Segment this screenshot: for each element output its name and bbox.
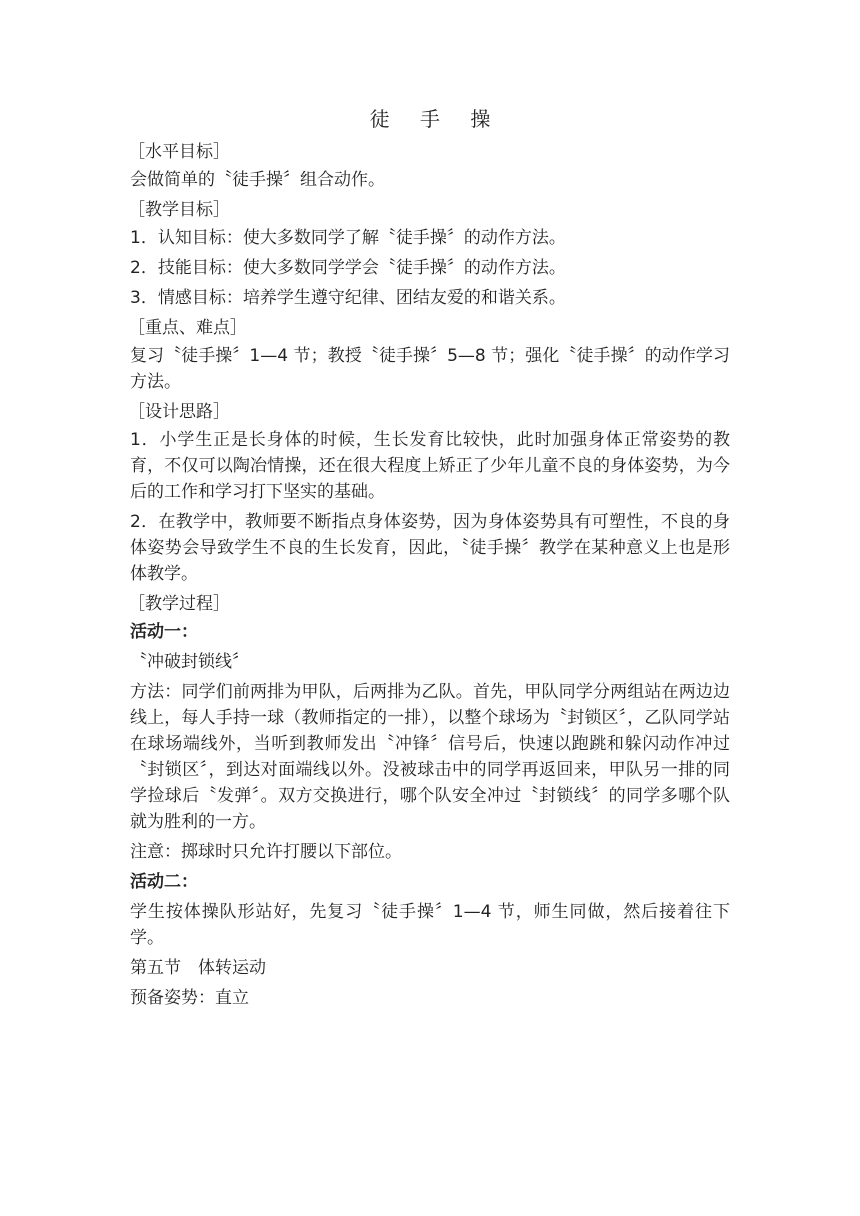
level-goal-heading: ［水平目标］ bbox=[128, 142, 230, 162]
teaching-goal-item-1: 1．认知目标：使大多数同学了解〝徒手操〞的动作方法。 bbox=[130, 228, 566, 248]
document-body bbox=[130, 139, 730, 1015]
design-heading: ［设计思路］ bbox=[128, 402, 230, 422]
activity-2-text: 学生按体操队形站好，先复习〝徒手操〞1—4 节，师生同做，然后接着往下学。 bbox=[130, 902, 730, 948]
activity-1-method: 方法：同学们前两排为甲队，后两排为乙队。首先，甲队同学分两组站在两边边线上，每人手持一球（教师指定的一排），以整个球场为〝封锁区〞，乙队同学站在球场端线外，当听到教师发出〝冲锋〞信号后，快速以跑跳和躲闪动作冲过〝封锁区〞，到达对面端线以外。没被球击中的同学再返回来，甲队另一排的同学捡球后〝发弹〞。双方交换进行，哪个队安全冲过〝封锁线〞的同学多哪个队就为胜利的一方。 bbox=[130, 682, 730, 832]
level-goal-text: 会做简单的〝徒手操〞组合动作。 bbox=[130, 170, 385, 190]
key-points-text: 复习〝徒手操〞1—4 节；教授〝徒手操〞5—8 节；强化〝徒手操〞的动作学习方法。 bbox=[130, 346, 730, 392]
activity-1-note: 注意：掷球时只允许打腰以下部位。 bbox=[130, 842, 402, 862]
teaching-goal-item-2: 2．技能目标：使大多数同学学会〝徒手操〞的动作方法。 bbox=[130, 258, 566, 278]
activity-2-section: 第五节 体转运动 bbox=[130, 958, 266, 978]
key-points-heading: ［重点、难点］ bbox=[128, 318, 247, 338]
document-title: 徒 手 操 bbox=[369, 107, 503, 131]
design-item-1: 1．小学生正是长身体的时候，生长发育比较快，此时加强身体正常姿势的教育，不仅可以陶冶情操，还在很大程度上矫正了少年儿童不良的身体姿势，为今后的工作和学习打下坚实的基础。 bbox=[130, 430, 730, 502]
activity-2-label: 活动二： bbox=[130, 872, 198, 892]
design-item-2: 2．在教学中，教师要不断指点身体姿势，因为身体姿势具有可塑性，不良的身体姿势会导致学生不良的生长发育，因此，〝徒手操〞教学在某种意义上也是形体教学。 bbox=[130, 512, 730, 584]
teaching-goal-item-3: 3．情感目标：培养学生遵守纪律、团结友爱的和谐关系。 bbox=[130, 288, 566, 308]
activity-2-posture: 预备姿势：直立 bbox=[130, 988, 249, 1008]
activity-1-name: 〝冲破封锁线〞 bbox=[130, 652, 249, 672]
activity-1-label: 活动一： bbox=[130, 622, 198, 642]
process-heading: ［教学过程］ bbox=[128, 594, 230, 614]
teaching-goal-heading: ［教学目标］ bbox=[128, 200, 230, 220]
